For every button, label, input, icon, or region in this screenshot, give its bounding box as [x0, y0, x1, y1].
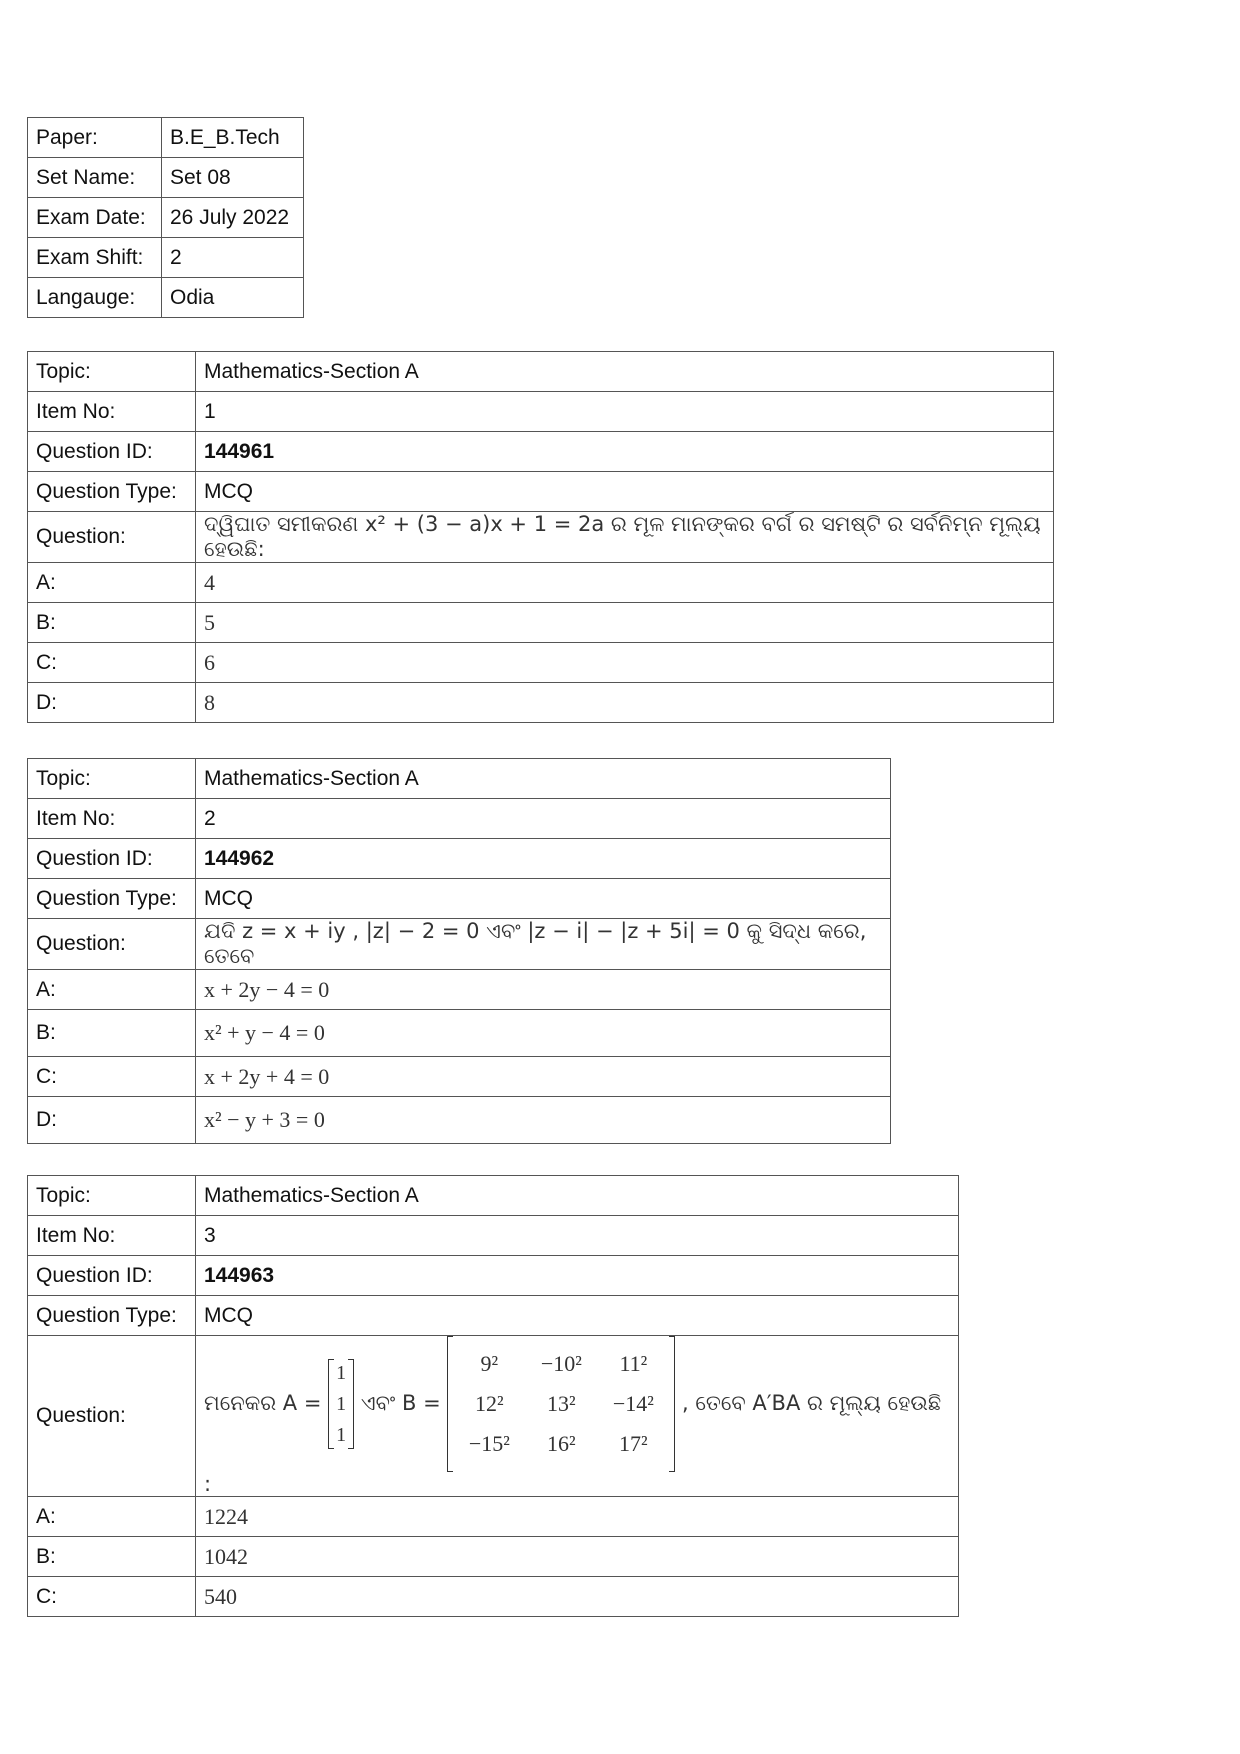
matrix-entry: −14² [612, 1391, 654, 1416]
item-no-row [28, 799, 891, 839]
option-b-value: 5 [196, 603, 1054, 643]
option-a-label: A: [28, 970, 196, 1010]
question-id-value: 144961 [196, 432, 1054, 472]
question-type-label: Question Type: [28, 1296, 196, 1336]
item-no-row [28, 392, 1054, 432]
option-d-value: 8 [196, 683, 1054, 723]
question-row [28, 512, 1054, 563]
question-type-value: MCQ [196, 879, 891, 919]
topic-label: Topic: [28, 1176, 196, 1216]
matrix-entry: 1 [336, 1361, 347, 1384]
matrix-right-bracket [669, 1336, 675, 1472]
question-label: Question: [28, 1336, 196, 1497]
meta-row-set-name [28, 158, 304, 198]
topic-value: Mathematics-Section A [196, 1176, 959, 1216]
question-id-value: 144962 [196, 839, 891, 879]
option-b-row [28, 1537, 959, 1577]
question-prefix: ମନେକର A = [204, 1391, 322, 1415]
option-a-value: 4 [196, 563, 1054, 603]
option-c-row [28, 1057, 891, 1097]
topic-label: Topic: [28, 352, 196, 392]
vector-a-entries [334, 1362, 348, 1447]
option-a-value: 1224 [196, 1497, 959, 1537]
matrix-entry: 12² [475, 1391, 504, 1416]
question-text: ଦ୍ୱିଘାତ ସମୀକରଣ x² + (3 − a)x + 1 = 2a ର ମୂଳ ମାନଙ୍କର ବର୍ଗ ର ସମଷ୍ଟି ର ସର୍ବନିମ୍ନ ମୂଲ୍ୟ ହେଉଛି: [196, 512, 1054, 563]
option-d-label: D: [28, 1097, 196, 1144]
item-no-label: Item No: [28, 1216, 196, 1256]
option-d-label: D: [28, 683, 196, 723]
exam-meta-table [27, 117, 304, 318]
option-b-label: B: [28, 1537, 196, 1577]
question-label: Question: [28, 512, 196, 563]
question-type-label: Question Type: [28, 879, 196, 919]
question-table-2 [27, 758, 891, 1144]
option-c-label: C: [28, 1057, 196, 1097]
option-d-value: x² − y + 3 = 0 [196, 1097, 891, 1144]
question-table-3 [27, 1175, 959, 1617]
matrix-entry: 1 [336, 1392, 347, 1415]
matrix-b [447, 1336, 675, 1472]
option-d-row [28, 1097, 891, 1144]
topic-row [28, 1176, 959, 1216]
option-a-row [28, 563, 1054, 603]
option-b-row [28, 603, 1054, 643]
question-text: ଯଦି z = x + iy , |z| − 2 = 0 ଏବଂ |z − i| − |z + 5i| = 0 କୁ ସିଦ୍ଧ କରେ, ତେବେ [196, 919, 891, 970]
question-content [196, 1336, 959, 1497]
topic-label: Topic: [28, 759, 196, 799]
option-a-value: x + 2y − 4 = 0 [196, 970, 891, 1010]
matrix-entry: 17² [619, 1431, 648, 1456]
item-no-label: Item No: [28, 799, 196, 839]
question-id-label: Question ID: [28, 1256, 196, 1296]
meta-row-language [28, 278, 304, 318]
option-b-label: B: [28, 603, 196, 643]
question-row [28, 1336, 959, 1497]
meta-row-exam-date [28, 198, 304, 238]
matrix-b-entries [453, 1345, 669, 1463]
question-id-label: Question ID: [28, 432, 196, 472]
topic-value: Mathematics-Section A [196, 352, 1054, 392]
matrix-entry: 11² [619, 1351, 648, 1376]
meta-row-exam-shift [28, 238, 304, 278]
matrix-entry: −10² [540, 1351, 582, 1376]
question-type-value: MCQ [196, 472, 1054, 512]
item-no-value: 2 [196, 799, 891, 839]
option-c-label: C: [28, 1577, 196, 1617]
option-c-label: C: [28, 643, 196, 683]
meta-row-paper [28, 118, 304, 158]
option-b-row [28, 1010, 891, 1057]
topic-row [28, 759, 891, 799]
matrix-entry: −15² [468, 1431, 510, 1456]
question-type-label: Question Type: [28, 472, 196, 512]
question-row [28, 919, 891, 970]
topic-row [28, 352, 1054, 392]
option-a-label: A: [28, 1497, 196, 1537]
option-a-row [28, 970, 891, 1010]
option-d-row [28, 683, 1054, 723]
question-mid: ଏବଂ B = [360, 1391, 441, 1415]
question-suffix: , ତେବେ A′BA ର ମୂଲ୍ୟ ହେଉଛି : [204, 1391, 942, 1496]
question-id-value: 144963 [196, 1256, 959, 1296]
topic-value: Mathematics-Section A [196, 759, 891, 799]
matrix-entry: 13² [547, 1391, 576, 1416]
meta-value: B.E_B.Tech [162, 118, 304, 158]
meta-value: 26 July 2022 [162, 198, 304, 238]
item-no-value: 1 [196, 392, 1054, 432]
option-b-value: 1042 [196, 1537, 959, 1577]
meta-label: Set Name: [28, 158, 162, 198]
question-type-row [28, 879, 891, 919]
option-a-label: A: [28, 563, 196, 603]
matrix-entry: 9² [480, 1351, 499, 1376]
option-c-row [28, 1577, 959, 1617]
option-b-value: x² + y − 4 = 0 [196, 1010, 891, 1057]
meta-value: Set 08 [162, 158, 304, 198]
meta-value: Odia [162, 278, 304, 318]
option-c-row [28, 643, 1054, 683]
question-id-row [28, 839, 891, 879]
item-no-label: Item No: [28, 392, 196, 432]
option-b-label: B: [28, 1010, 196, 1057]
matrix-entry: 1 [336, 1423, 347, 1446]
meta-label: Langauge: [28, 278, 162, 318]
option-c-value: 6 [196, 643, 1054, 683]
meta-value: 2 [162, 238, 304, 278]
meta-label: Paper: [28, 118, 162, 158]
meta-label: Exam Date: [28, 198, 162, 238]
question-id-row [28, 432, 1054, 472]
question-type-value: MCQ [196, 1296, 959, 1336]
question-type-row [28, 472, 1054, 512]
item-no-row [28, 1216, 959, 1256]
matrix-right-bracket [348, 1359, 354, 1449]
option-c-value: 540 [196, 1577, 959, 1617]
question-id-row [28, 1256, 959, 1296]
option-c-value: x + 2y + 4 = 0 [196, 1057, 891, 1097]
question-type-row [28, 1296, 959, 1336]
question-table-1 [27, 351, 1054, 723]
option-a-row [28, 1497, 959, 1537]
question-id-label: Question ID: [28, 839, 196, 879]
item-no-value: 3 [196, 1216, 959, 1256]
question-label: Question: [28, 919, 196, 970]
matrix-entry: 16² [547, 1431, 576, 1456]
meta-label: Exam Shift: [28, 238, 162, 278]
matrix-a [328, 1359, 354, 1449]
